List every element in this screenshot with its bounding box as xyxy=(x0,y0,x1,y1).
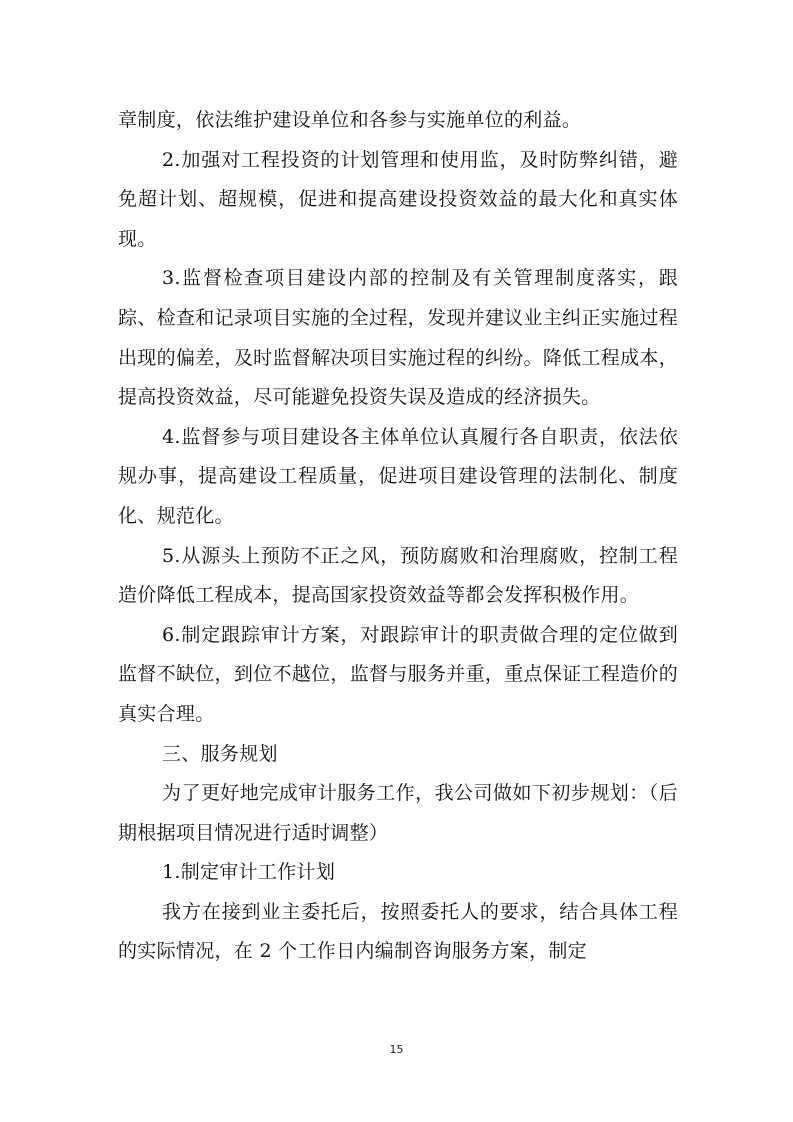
paragraph-6: 6.制定跟踪审计方案，对跟踪审计的职责做合理的定位做到监督不缺位，到位不越位，监督与服务并重，重点保证工程造价的真实合理。 xyxy=(118,623,678,725)
paragraph-4: 4.监督参与项目建设各主体单位认真履行各自职责，依法依规办事，提高建设工程质量，促进项目建设管理的法制化、制度化、规范化。 xyxy=(118,425,678,527)
body-text xyxy=(118,101,678,972)
paragraph-5: 5.从源头上预防不正之风，预防腐败和治理腐败，控制工程造价降低工程成本，提高国家投资效益等都会发挥积极作用。 xyxy=(118,544,678,607)
paragraph-7: 为了更好地完成审计服务工作，我公司做如下初步规划：（后期根据项目情况进行适时调整） xyxy=(118,782,678,844)
section-heading: 三、服务规划 xyxy=(162,742,278,765)
paragraph-8: 我方在接到业主委托后，按照委托人的要求，结合具体工程的实际情况，在 2 个工作日内编制咨询服务方案，制定 xyxy=(118,900,678,963)
paragraph-1: 章制度，依法维护建设单位和各参与实施单位的利益。 xyxy=(118,109,582,131)
subheading: 1.制定审计工作计划 xyxy=(162,861,336,884)
paragraph-3: 3.监督检查项目建设内部的控制及有关管理制度落实，跟踪、检查和记录项目实施的全过程，发现并建议业主纠正实施过程出现的偏差，及时监督解决项目实施过程的纠纷。降低工程成本，提高投资效益，尽可能避免投资失误及造成的经济损失。 xyxy=(118,267,678,409)
page-number: 15 xyxy=(389,1043,404,1056)
paragraph-2: 2.加强对工程投资的计划管理和使用监，及时防弊纠错，避免超计划、超规模，促进和提高建设投资效益的最大化和真实体现。 xyxy=(118,148,678,250)
